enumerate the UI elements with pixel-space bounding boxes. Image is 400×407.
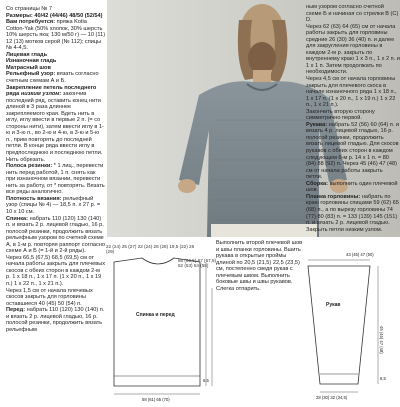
paragraph-text: Закончить вторую сторону симметрично первой. [306, 108, 375, 122]
body-top-label-row [106, 244, 194, 254]
paragraph [6, 216, 106, 255]
body-schematic [106, 248, 218, 404]
paragraph-heading: Вам потребуется: [6, 19, 56, 26]
body-top-labels [106, 244, 196, 254]
paragraph [306, 4, 400, 24]
sleeve-top-label: 43 (45) 47 (50) [346, 252, 374, 257]
body-height-labels [178, 258, 218, 268]
paragraph-text: набрать 110 (120) 130 (140) п. и вязать 2 р. лицевой гладью, 16 р. полосой резинки, продолжить вязать рельефным узором по счетной схеме А, в 1-м р. повторяя раппорт согласно схеме А и Б (= 1-й и 2-й ряды). [6, 215, 105, 255]
body-rib-label: 6,5 [203, 378, 209, 383]
paragraph-text: Через 4,5 см от начала горловины закрыть для плечевого скоса в начале изнаночного ряда 1 х 18 п., 1 х 17 п. (1 х 20 п., 1 х 19 п.) 1 х 22 п., 1 х 21 п.). [306, 76, 397, 109]
paragraph-subheading: низким узлом: [19, 91, 62, 98]
body-schematic-drawing [106, 248, 218, 404]
body-top-label: (24) [112, 244, 122, 249]
body-top-label: 26 [189, 244, 195, 249]
paragraph [6, 288, 106, 308]
paragraph-text: * 1 лиц., перевести нить перед работой, 1 п. снять как при изнаночном вязании, перевести нить за работу, от * повторять. Вязать все ряды аналогично. [6, 163, 105, 196]
body-top-label: 22 [106, 244, 113, 249]
body-top-label: 25 [121, 244, 129, 249]
paragraph-text: Через 66,5 (67,5) 68,5 (69,5) см от начала работы закрыть для плечевых скосов с обеих сторон в каждом 2-м р. 1 х 18 п., 1 х 17 п. (1 х 20 п., 1 х 19 п.) 1 х 22 п., 1 х 21 п.). [6, 254, 106, 287]
paragraph-heading: Плотность вязания: [6, 195, 62, 202]
paragraph [6, 307, 106, 333]
paragraph-heading: Планка горловины: [306, 193, 361, 200]
paragraph-heading: Полоса резинки: [6, 163, 53, 170]
paragraph-heading: Спинка: [6, 215, 29, 222]
sleeve-height-label: 45 (46) 47 (48) [379, 326, 384, 354]
body-top-label: (27) [128, 244, 138, 249]
paragraph [306, 122, 400, 181]
paragraph-heading: Рукава: [306, 121, 328, 128]
paragraph-text: Через 62 (63) 64 (65) см от начала работы закрыть для горловины средние 26 (30) 36 (40) п. и далее для закругления горловины в каждом 2-м р. закрыть по внутреннему краю 1 х 3 п., 1 х 2 п. и 1 х 1 п. Затем продолжать по необходимости. [306, 23, 400, 76]
sleeve-title: Рукав [326, 302, 341, 308]
paragraph-heading: Лицевая гладь [6, 51, 48, 58]
paragraph-text: Через 1,5 см от начала плечевых скосов закрыть для горловины оставшиеся 40 (45) 50 (54) п. [6, 287, 93, 307]
right-text-column [306, 4, 400, 233]
paragraph-text: набрать 110 (120) 130 (140) п. и вязать 2 р. лицевой гладью, 16 р. полосой резинки, продолжить вязать рельефным [6, 307, 105, 333]
paragraph-text: рельефный узор (спицы № 4) — 18,5 п. х 27 р. = 10 х 10 см. [6, 195, 101, 215]
left-paragraphs [6, 19, 106, 333]
paragraph [6, 163, 106, 196]
paragraph-text: закончив последний ряд, оставить конец нити длиной в 3 раза длиннее закрепляемого края. Вдеть нить в иглу, иглу ввести в первые 2 п. (= со стороны нити), затем ввести иглу в 1-ю и 3-ю п., во 2-ю и 4-ю, в 3-ю и 5-ю п., прим повторять до последней петли. В конце ряда ввести иглу в предпоследнюю и последнюю петли. Нить обрезать. [6, 91, 104, 163]
paragraph [6, 71, 106, 84]
paragraph-text: Выполнить второй плечевой шов и швы планки горловины. Вшить рукава в открытые проймы длиной по 20,5 (21,5) 22,5 (23,5) см, постепенно сведя рукав с плечевым швом. Выполнить боковые швы и швы рукавов. Слегка отпарить. [216, 240, 303, 292]
sizes-line: Размеры: 40/42 (44/46) 48/50 (52/54) [6, 12, 103, 19]
body-top-label: (28) [159, 244, 170, 249]
paragraph [216, 240, 304, 292]
paragraph [6, 255, 106, 288]
left-text-column [6, 6, 106, 333]
body-top-label: (29) [106, 249, 115, 254]
sleeve-schematic [300, 246, 400, 406]
paragraph [306, 181, 400, 194]
paragraph [306, 109, 400, 122]
paragraph-text: вязать согласно счетным схемам А и Б. [6, 71, 99, 85]
paragraph-text: пряжа Kotia Cotton-Yak (50% хлопок, 30% шерсть 10% шерсть яка; 130 м/50 г) — 10 (11) 12 (13) мотков серой (№ 112); спицы № 4-4,5. [6, 19, 106, 52]
paragraph [306, 24, 400, 76]
paragraph [6, 196, 106, 216]
sleeve-rib-label: 6,5 [380, 376, 386, 381]
assembly-text [216, 240, 304, 292]
paragraph-heading: Изнаночная гладь [6, 58, 57, 65]
paragraph [306, 76, 400, 109]
paragraph-text: ным узором согласно счетной схеме Б и начиная со стрелки B (C) D. [306, 4, 399, 24]
sleeve-width-label: 28 (30) 32 (34,5) [316, 395, 348, 400]
paragraph-text: выполнить один плечевой шов. [306, 180, 398, 194]
body-top-label: 22 [137, 244, 145, 249]
paragraph-text: набрать по краю горловины спицами 59 (62) 65 (68) п., а по вырезу горловины 74 (77) 80 (83) п. = 133 (139) 145 (151) п. и вязать 2 р. лицевой гладью. Закрыть петли низким узлом. [306, 193, 399, 233]
body-title: Спинка и перед [136, 312, 175, 318]
body-height-label-total: 66 (66,5) 67 (67,5) [178, 258, 217, 263]
paragraph-heading: Сборка: [306, 180, 329, 187]
continued-note: Со страницы № 7 [6, 6, 52, 12]
paragraph-heading: Перед: [6, 307, 26, 314]
body-top-label: 19,5 [169, 244, 180, 249]
body-width-label: 58 (61) 65 (70) [142, 397, 170, 402]
paragraph [6, 19, 106, 52]
body-top-label: (24) [144, 244, 154, 249]
paragraph-text: набрать 52 (56) 60 (64) п. и вязать 4 р. лицевой гладью, 16 р. полосой резинки, продолжить вязать лицевой гладью. Для скосов рукавов с обеих сторон в каждом следующем 6-м р. 14 х 1 п. = 80 (84) 88 (92) п. Через 45 (46) 47 (48) см от начала работы закрыть петли. [306, 121, 399, 181]
body-height-label-armhole: 52 (53) 54 (55) [178, 263, 209, 268]
sleeve-schematic-drawing [300, 246, 400, 406]
paragraph-heading: Рельефный узор: [6, 71, 56, 78]
body-top-label: 26 [153, 244, 160, 249]
paragraph-heading: Закрепление петель последнего ряда [6, 84, 97, 98]
paragraph [306, 194, 400, 233]
paragraph [6, 85, 106, 164]
body-top-label: (22) [179, 244, 190, 249]
paragraph-heading: Матрасный шов [6, 64, 51, 71]
